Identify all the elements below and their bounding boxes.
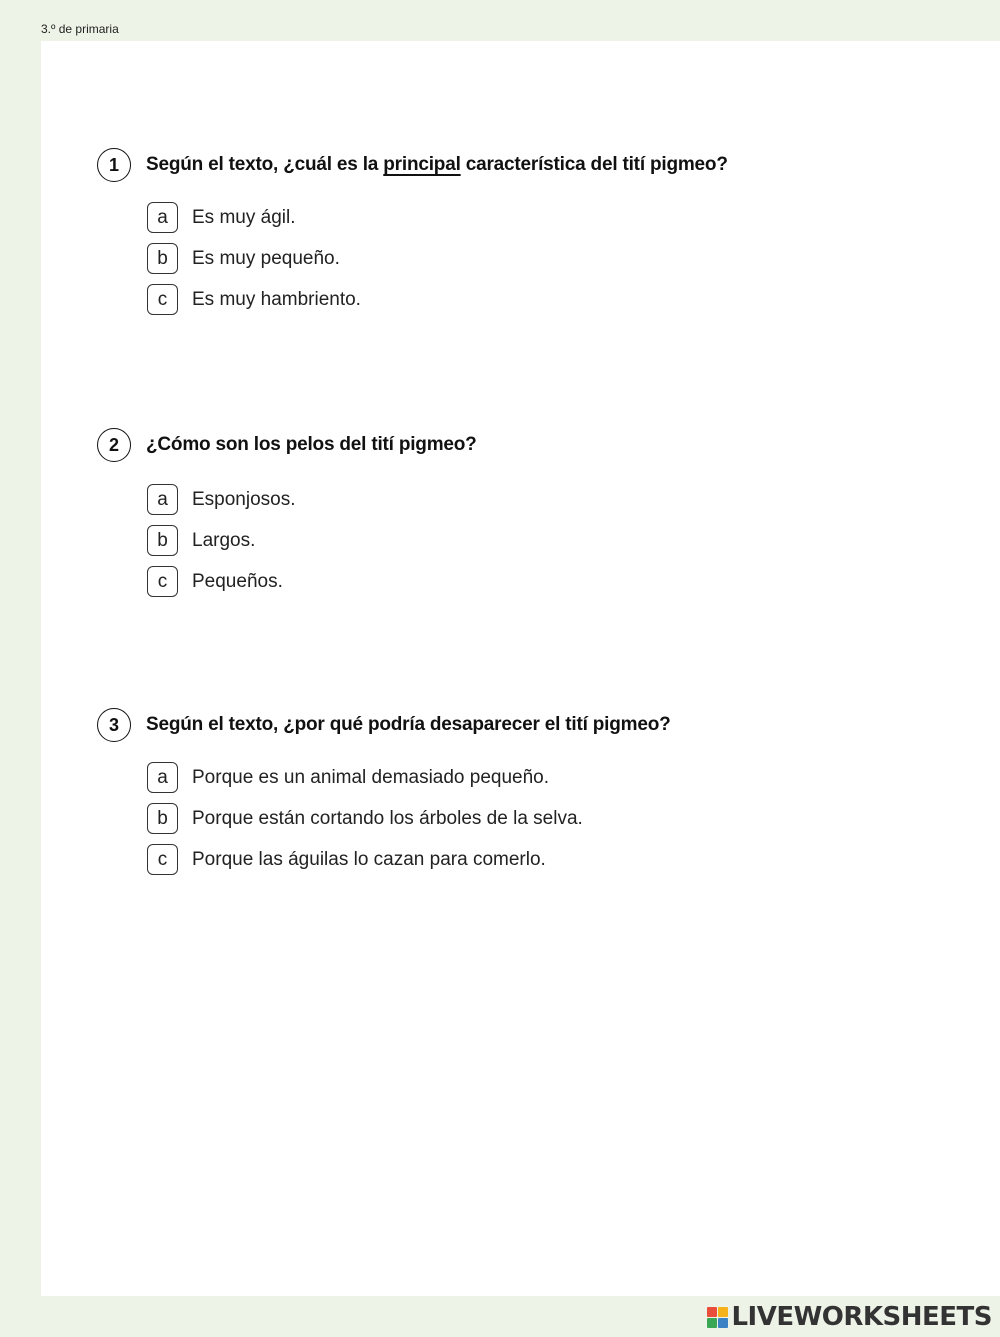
- question-3: [97, 705, 977, 880]
- logo-block: [707, 1307, 717, 1317]
- question-text-underlined: principal: [383, 154, 461, 175]
- question-header: [97, 145, 977, 185]
- question-text: [146, 154, 728, 176]
- question-number: 2: [97, 428, 131, 462]
- question-1: [97, 145, 977, 320]
- option-a[interactable]: [147, 197, 977, 238]
- option-a[interactable]: [147, 757, 977, 798]
- options-list: [147, 757, 977, 880]
- option-text[interactable]: Es muy hambriento.: [192, 288, 361, 310]
- option-c[interactable]: [147, 839, 977, 880]
- question-text: Según el texto, ¿por qué podría desaparecer el tití pigmeo?: [146, 714, 671, 735]
- question-number: 3: [97, 708, 131, 742]
- question-number: 1: [97, 148, 131, 182]
- option-letter-box[interactable]: a: [147, 762, 178, 793]
- option-b[interactable]: [147, 238, 977, 279]
- question-text: ¿Cómo son los pelos del tití pigmeo?: [146, 434, 477, 455]
- question-header: [97, 705, 977, 745]
- option-text[interactable]: Porque es un animal demasiado pequeño.: [192, 766, 550, 788]
- option-text[interactable]: Es muy ágil.: [192, 206, 296, 228]
- option-letter-box[interactable]: c: [147, 566, 178, 597]
- logo-block: [707, 1318, 717, 1328]
- option-letter-box[interactable]: b: [147, 243, 178, 274]
- option-c[interactable]: [147, 279, 977, 320]
- option-letter-box[interactable]: c: [147, 284, 178, 315]
- logo-block: [718, 1318, 728, 1328]
- option-text[interactable]: Esponjosos.: [192, 488, 296, 510]
- question-text-part: característica del tití pigmeo?: [460, 154, 728, 175]
- option-text[interactable]: Porque están cortando los árboles de la selva.: [192, 807, 583, 829]
- grade-label: 3.º de primaria: [41, 22, 119, 36]
- worksheet-page: [41, 41, 1000, 1296]
- option-a[interactable]: [147, 479, 977, 520]
- logo-block: [718, 1307, 728, 1317]
- option-text[interactable]: Largos.: [192, 529, 256, 551]
- question-2: [97, 425, 977, 602]
- option-letter-box[interactable]: b: [147, 803, 178, 834]
- logo-blocks-icon: [707, 1307, 728, 1328]
- logo-text: LIVEWORKSHEETS: [731, 1302, 992, 1332]
- option-letter-box[interactable]: b: [147, 525, 178, 556]
- liveworksheets-logo[interactable]: [707, 1302, 992, 1332]
- options-list: [147, 197, 977, 320]
- option-text[interactable]: Es muy pequeño.: [192, 247, 340, 269]
- option-letter-box[interactable]: a: [147, 202, 178, 233]
- option-text[interactable]: Pequeños.: [192, 570, 283, 592]
- option-b[interactable]: [147, 520, 977, 561]
- question-header: [97, 425, 977, 465]
- option-b[interactable]: [147, 798, 977, 839]
- option-letter-box[interactable]: c: [147, 844, 178, 875]
- option-letter-box[interactable]: a: [147, 484, 178, 515]
- options-list: [147, 479, 977, 602]
- option-text[interactable]: Porque las águilas lo cazan para comerlo.: [192, 848, 546, 870]
- option-c[interactable]: [147, 561, 977, 602]
- question-text-part: Según el texto, ¿cuál es la: [146, 154, 384, 175]
